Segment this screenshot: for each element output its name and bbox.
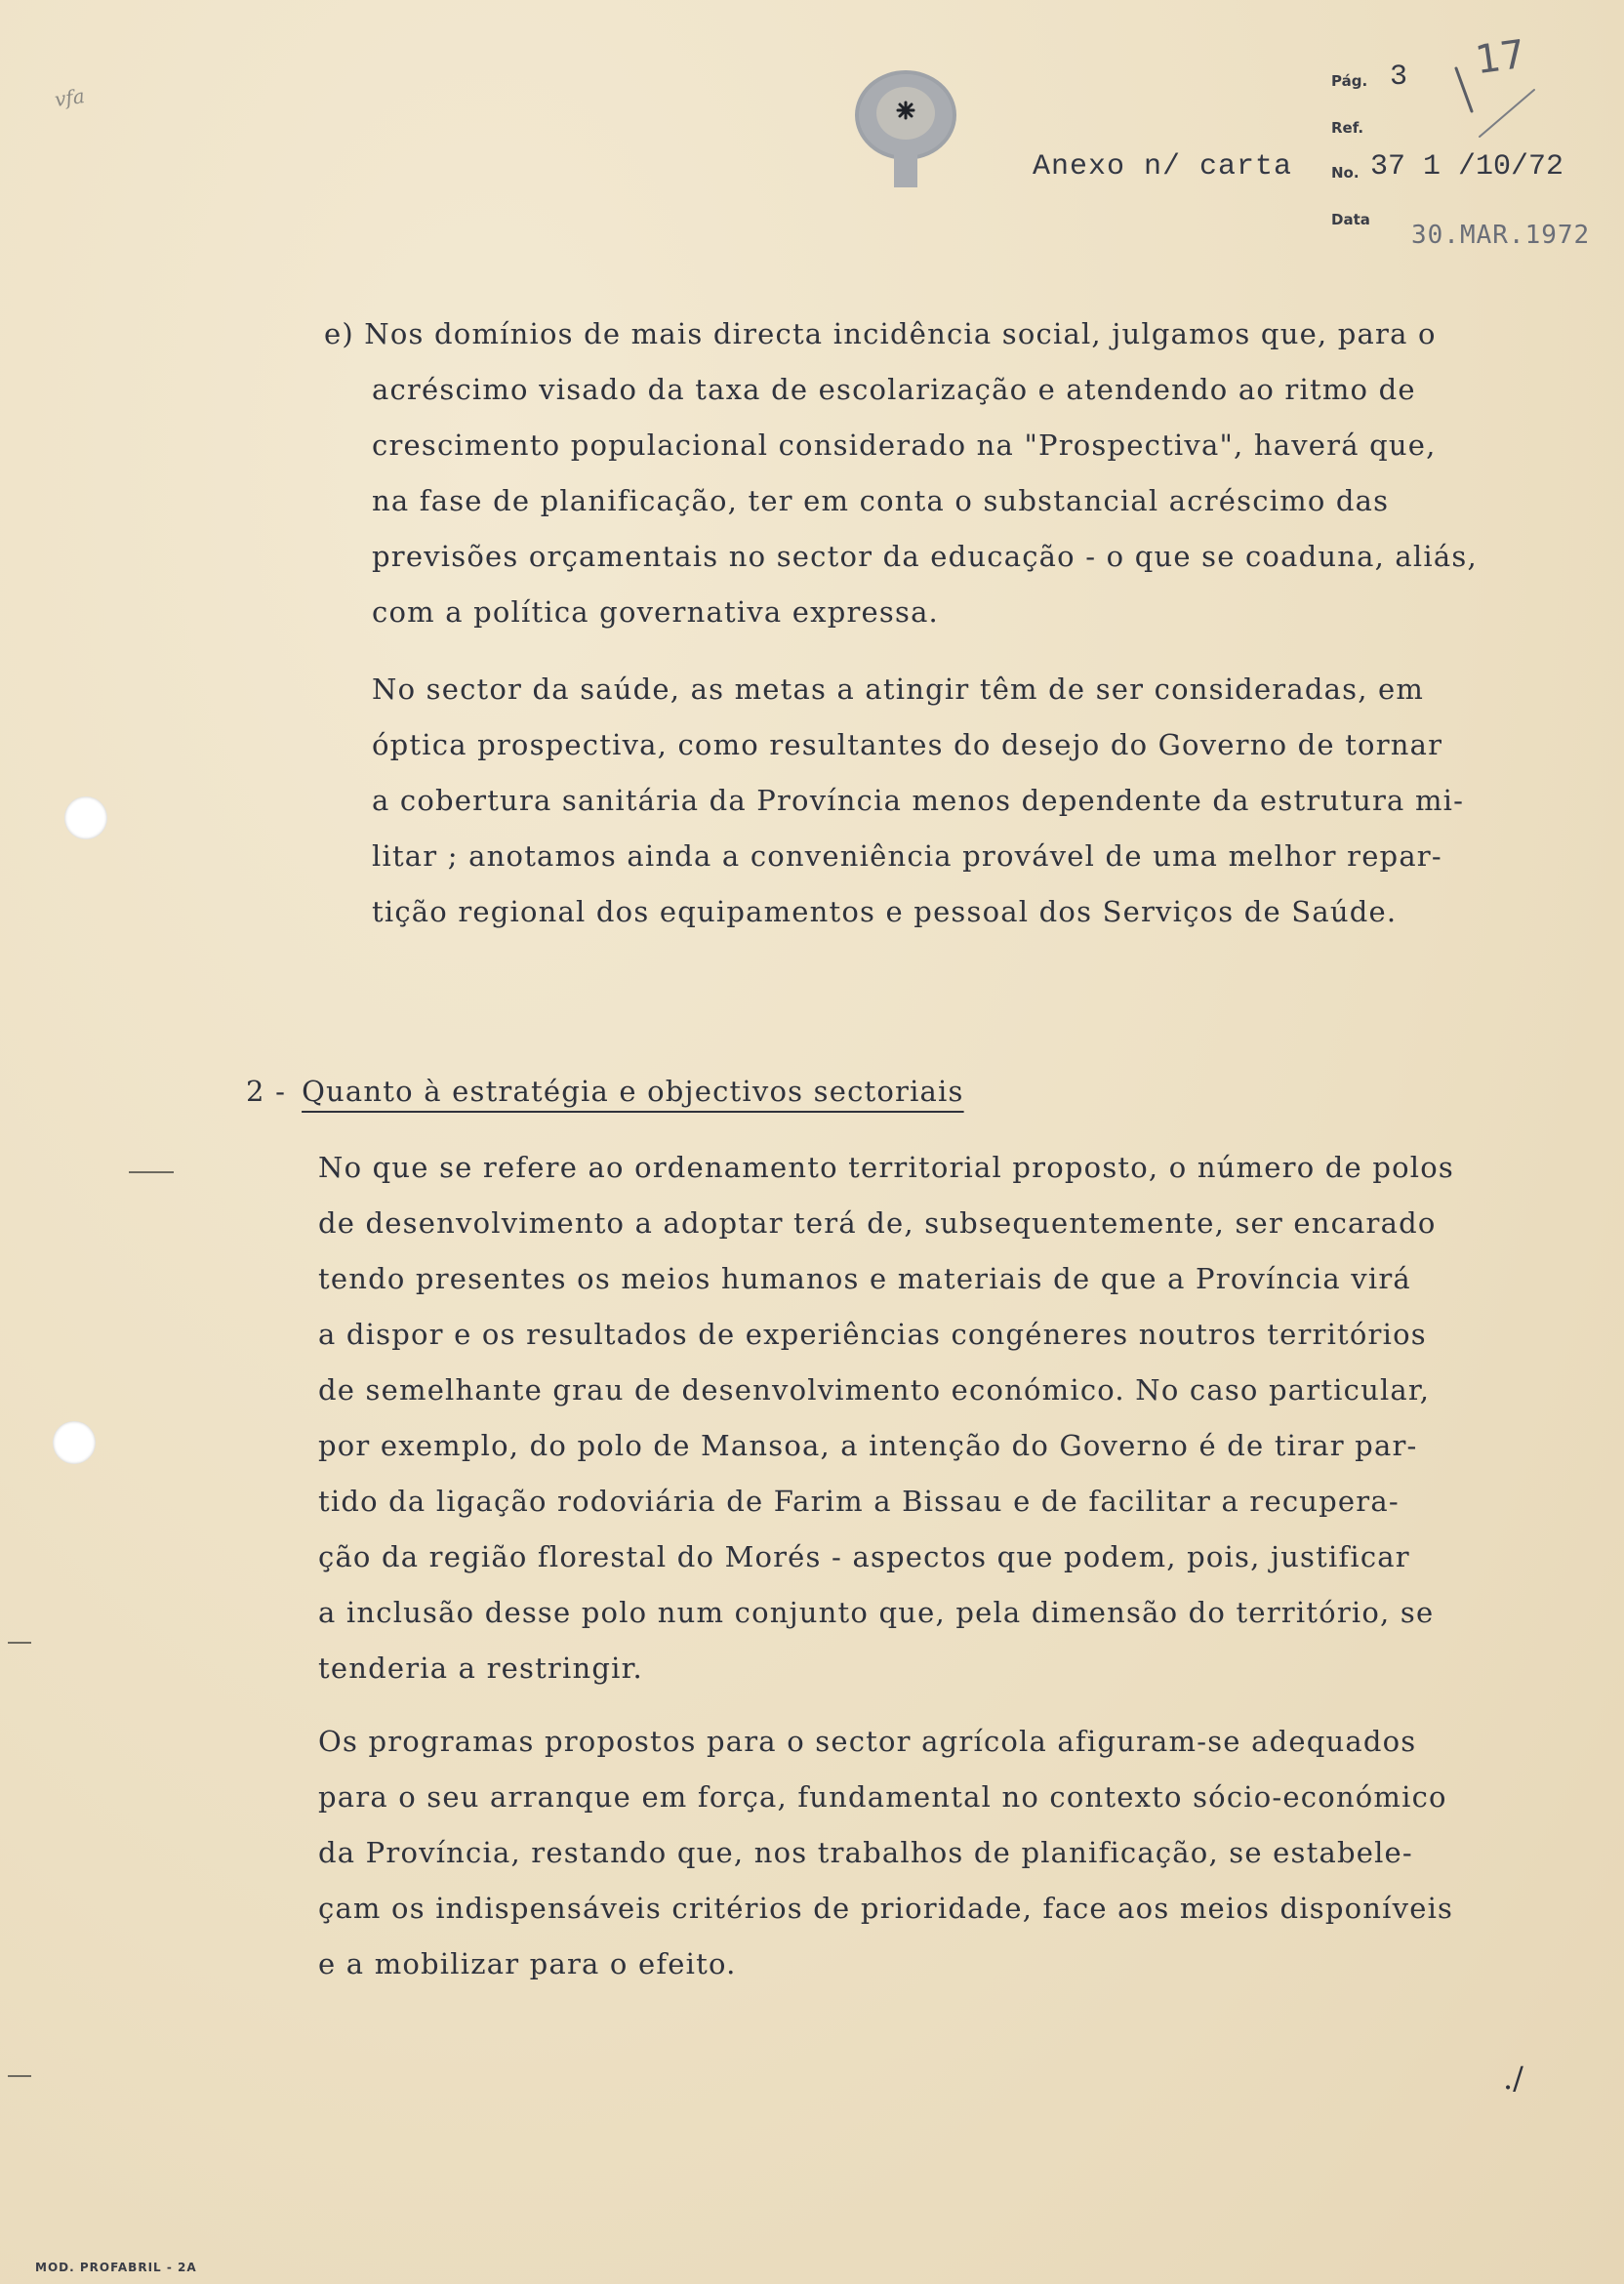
- text-line: a inclusão desse polo num conjunto que, pela dimensão do território, se: [318, 1596, 1435, 1629]
- no-label: No.: [1331, 164, 1360, 182]
- agriculture-paragraph: [318, 1714, 1453, 1992]
- territorial-paragraph: [318, 1140, 1454, 1696]
- text-line: litar ; anotamos ainda a conveniência provável de uma melhor repar-: [372, 839, 1442, 873]
- pag-value: 3: [1390, 61, 1408, 94]
- text-line: na fase de planificação, ter em conta o substancial acréscimo das: [372, 484, 1390, 517]
- no-value: 37 1 /10/72: [1370, 150, 1564, 184]
- text-line: óptica prospectiva, como resultantes do desejo do Governo de tornar: [372, 728, 1443, 761]
- text-line: a cobertura sanitária da Província menos dependente da estrutura mi-: [372, 784, 1465, 817]
- section-number: 2 -: [246, 1075, 287, 1108]
- text-line: com a política governativa expressa.: [372, 595, 939, 629]
- text-line: e) Nos domínios de mais directa incidência social, julgamos que, para o: [324, 317, 1437, 350]
- text-line: para o seu arranque em força, fundamental no contexto sócio-económico: [318, 1780, 1447, 1814]
- text-line: çam os indispensáveis critérios de prioridade, face aos meios disponíveis: [318, 1892, 1454, 1925]
- text-line: acréscimo visado da taxa de escolarização e atendendo ao ritmo de: [372, 373, 1416, 406]
- data-label: Data: [1331, 211, 1370, 228]
- text-line: da Província, restando que, nos trabalhos de planificação, se estabele-: [318, 1836, 1413, 1869]
- text-line: por exemplo, do polo de Mansoa, a intenção do Governo é de tirar par-: [318, 1429, 1418, 1462]
- section-2-heading: [246, 1064, 964, 1120]
- text-line: previsões orçamentais no sector da educação - o que se coaduna, aliás,: [372, 540, 1478, 573]
- ref-label: Ref.: [1331, 119, 1364, 137]
- text-line: de desenvolvimento a adoptar terá de, subsequentemente, ser encarado: [318, 1206, 1437, 1240]
- date-stamp: 30.MAR.1972: [1411, 221, 1591, 250]
- text-line: tido da ligação rodoviária de Farim a Bissau e de facilitar a recupera-: [318, 1485, 1400, 1518]
- margin-tick: [129, 1171, 174, 1173]
- text-line: Os programas propostos para o sector agrícola afiguram-se adequados: [318, 1725, 1417, 1758]
- text-line: tição regional dos equipamentos e pessoal dos Serviços de Saúde.: [372, 895, 1398, 928]
- health-paragraph: [372, 662, 1464, 940]
- binder-hole: [64, 796, 107, 839]
- section-heading: Quanto à estratégia e objectivos sectoriais: [302, 1075, 964, 1108]
- margin-tick: [8, 2075, 31, 2077]
- text-line: de semelhante grau de desenvolvimento económico. No caso particular,: [318, 1373, 1431, 1407]
- annex-text: Anexo n/ carta: [1033, 150, 1293, 184]
- continuation-mark: ./: [1503, 2060, 1523, 2097]
- section-e-paragraph: [324, 306, 1478, 640]
- binder-hole: [53, 1421, 96, 1464]
- text-line: tenderia a restringir.: [318, 1652, 643, 1685]
- text-line: No sector da saúde, as metas a atingir têm de ser consideradas, em: [372, 673, 1425, 706]
- handwritten-page-mark: 17: [1450, 29, 1548, 156]
- corner-scribble: vfa: [53, 83, 87, 112]
- text-line: a dispor e os resultados de experiências congéneres noutros territórios: [318, 1318, 1427, 1351]
- text-line: tendo presentes os meios humanos e materiais de que a Província virá: [318, 1262, 1411, 1295]
- pag-label: Pág.: [1331, 72, 1368, 90]
- text-line: ção da região florestal do Morés - aspectos que podem, pois, justificar: [318, 1540, 1410, 1573]
- company-logo: [851, 66, 960, 189]
- text-line: No que se refere ao ordenamento territorial proposto, o número de polos: [318, 1151, 1454, 1184]
- text-line: e a mobilizar para o efeito.: [318, 1947, 737, 1980]
- text-line: crescimento populacional considerado na "Prospectiva", haverá que,: [372, 428, 1437, 462]
- margin-tick: [8, 1642, 31, 1644]
- form-code: MOD. PROFABRIL - 2A: [35, 2261, 197, 2274]
